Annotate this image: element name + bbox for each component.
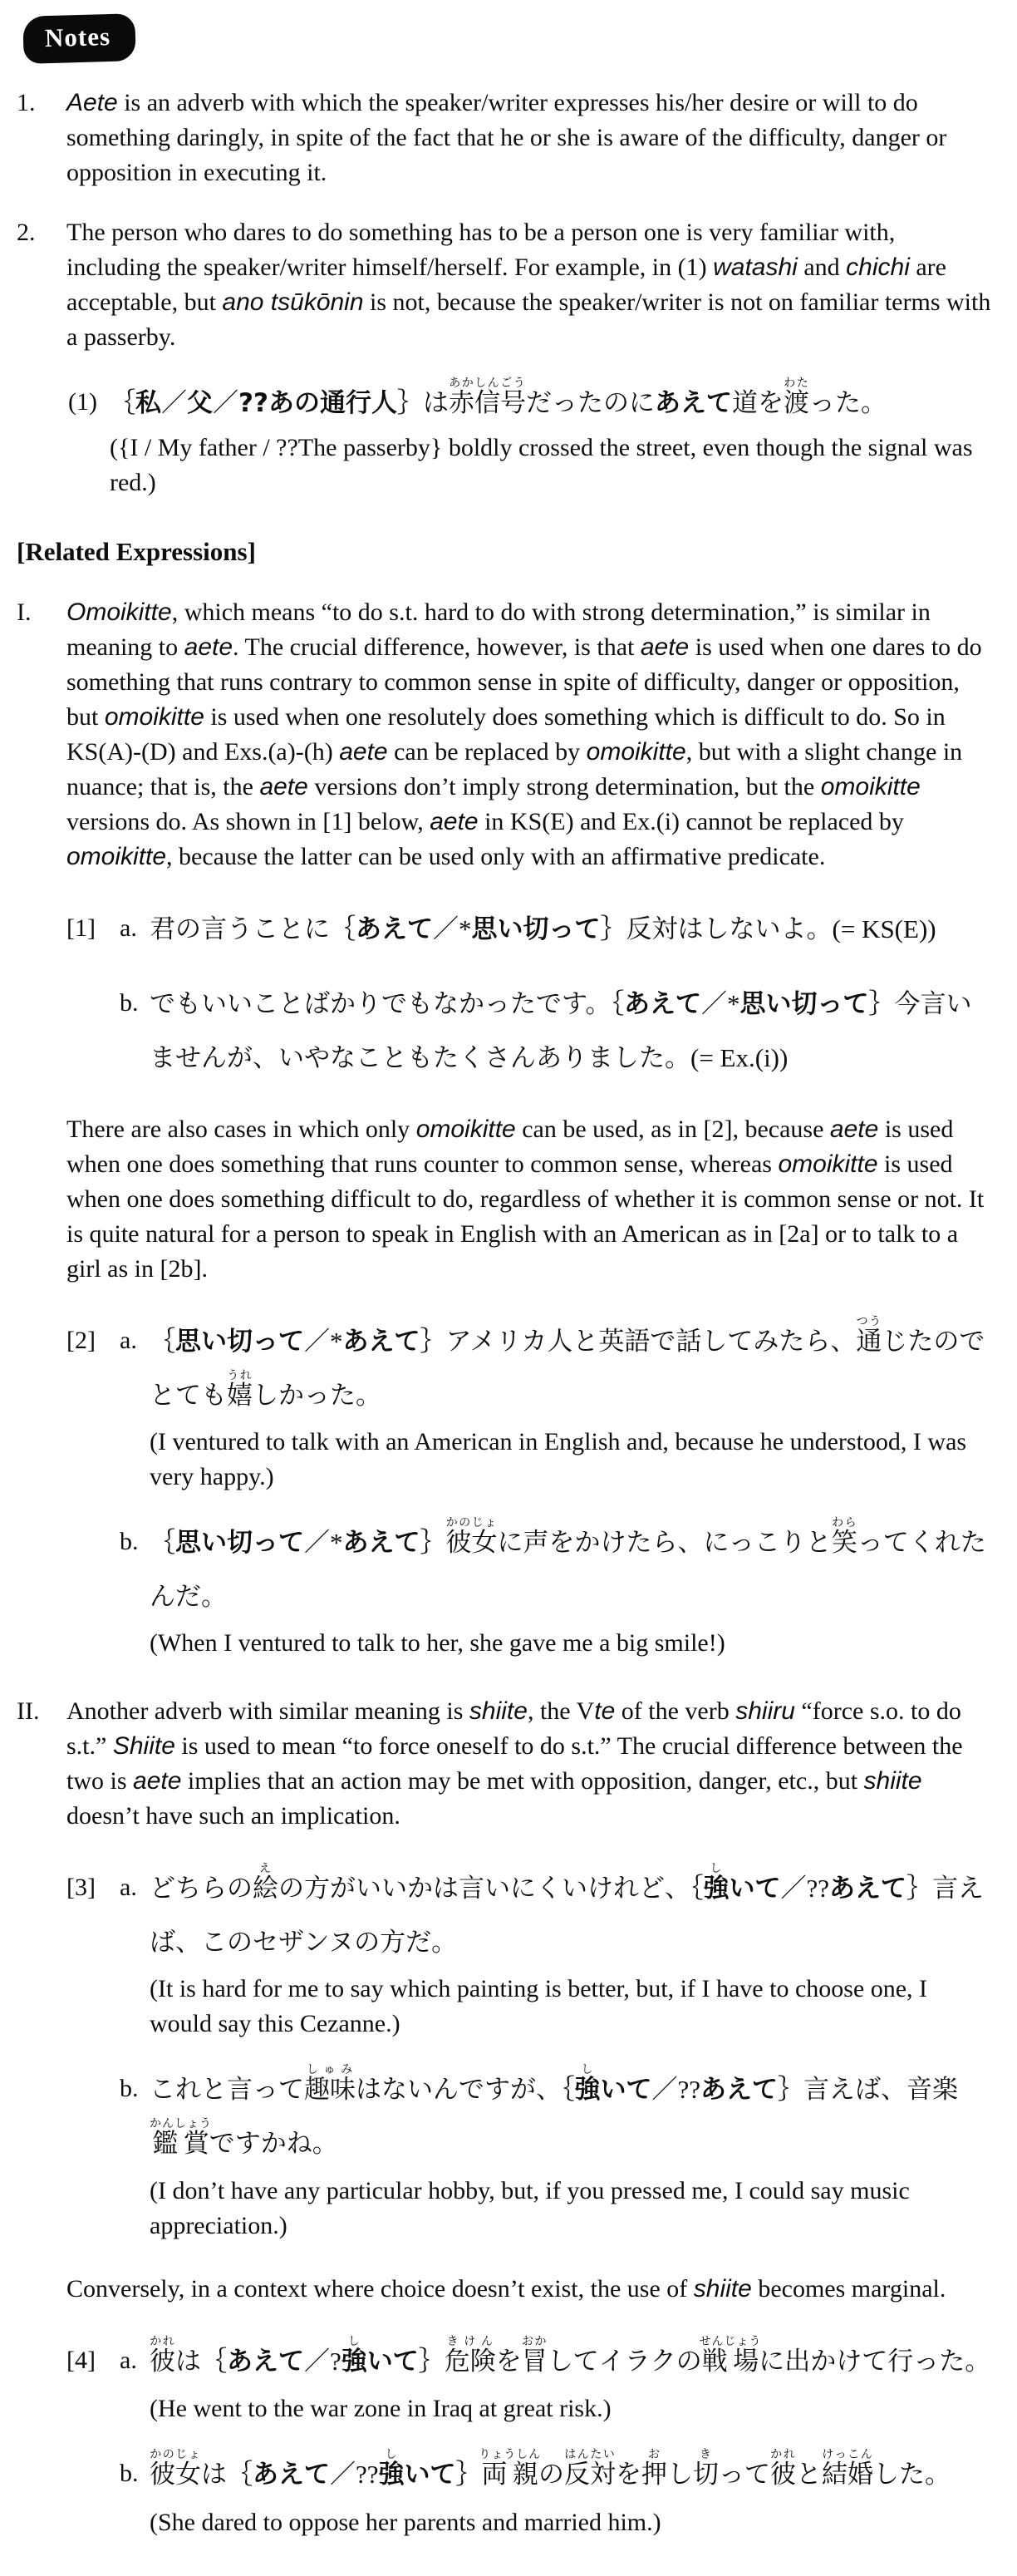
text-segment: あえて — [342, 1528, 420, 1559]
example-group-items — [120, 903, 995, 1085]
text-segment: . The crucial difference, however, is that — [233, 633, 641, 661]
text-segment: 君の言うことに｛ — [150, 914, 356, 943]
text-segment: can be used, as in [2], because — [515, 1116, 830, 1144]
example-text — [150, 1516, 995, 1661]
text-segment: あえて — [342, 1327, 420, 1357]
text-segment: 両親りょうしん — [479, 2449, 542, 2490]
text-segment: are acceptable, but — [66, 254, 946, 316]
text-segment: aete — [133, 1767, 182, 1795]
text-segment: shiite — [693, 2274, 752, 2303]
text-segment: 彼かれ — [150, 2335, 175, 2376]
text-segment: に出かけて行った。 — [759, 2346, 991, 2376]
english-translation — [150, 1626, 995, 1661]
english-translation — [110, 431, 995, 500]
text-segment: じたのでとても — [150, 1327, 985, 1410]
text-segment: ってくれたんだ。 — [150, 1528, 986, 1611]
text-segment: ／? — [304, 2346, 341, 2376]
text-segment: is used when one dares to do something that runs contrary to common sense in spite of difficulty, danger or opposition, but — [66, 633, 982, 731]
text-segment: しかった。 — [253, 1380, 381, 1410]
text-segment: だったのに — [525, 388, 655, 417]
example-group-3 — [66, 1862, 995, 2243]
text-segment: omoikitte — [778, 1150, 878, 1179]
text-segment: 絵え — [253, 1863, 278, 1904]
notes-badge-label: Notes — [44, 21, 111, 53]
text-segment: ｝ — [455, 2460, 482, 2490]
text-segment: 通つう — [856, 1316, 882, 1357]
text-segment: ??あの通行人 — [238, 388, 397, 418]
english-translation — [150, 1972, 995, 2042]
example-group-number: [4] — [66, 2346, 96, 2374]
text-segment: 思い切って — [471, 914, 601, 944]
example-text — [150, 978, 995, 1084]
example-number: (1) — [68, 388, 97, 416]
example-text — [150, 1862, 995, 2042]
text-segment: ｝アメリカ人と英語で話してみたら、 — [420, 1327, 857, 1357]
example-group-2 — [66, 1315, 995, 1661]
text-segment: 彼女かのじょ — [445, 1517, 498, 1558]
text-segment: 笑わら — [831, 1517, 857, 1558]
example-text — [150, 903, 995, 957]
text-segment: あえて — [654, 388, 732, 418]
example-item-b — [120, 978, 995, 1084]
text-segment: ／?? — [330, 2460, 379, 2490]
related-section-1 — [17, 595, 995, 1690]
japanese-sentence — [150, 2063, 995, 2170]
text-segment: ／* — [304, 1528, 343, 1558]
text-segment: , the V — [527, 1697, 595, 1726]
text-segment: あえて — [356, 914, 433, 944]
text-segment: (It is hard for me to say which painting is better, but, if I have to choose one, I would say this Cezanne.) — [150, 1975, 928, 2038]
text-segment: 彼女かのじょ — [150, 2449, 201, 2490]
japanese-sentence — [150, 1315, 995, 1421]
example-item-b — [120, 2063, 995, 2243]
text-segment: 思い切って — [739, 989, 869, 1020]
text-segment: is used when one resolutely does something which is difficult to do. So in KS(A)-(D) and Exs.(a)-(h) — [66, 702, 946, 766]
text-segment: 結婚けっこん — [822, 2449, 874, 2490]
text-segment: There are also cases in which only — [66, 1116, 416, 1144]
note-item-1 — [17, 86, 995, 190]
text-segment: した。 — [873, 2460, 951, 2490]
related-expressions-heading: [Related Expressions] — [17, 536, 256, 566]
note-item-2 — [17, 215, 995, 504]
text-segment: ／?? — [651, 2075, 701, 2105]
note-text — [66, 86, 995, 190]
text-segment: し — [667, 2460, 694, 2490]
example-group-number: [3] — [66, 1874, 96, 1902]
text-segment: omoikitte — [415, 1116, 516, 1144]
japanese-sentence — [150, 2448, 995, 2502]
example-1 — [68, 377, 995, 500]
text-segment: aete — [829, 1116, 879, 1144]
example-group-1 — [66, 903, 995, 1085]
example-letter: a. — [120, 1327, 137, 1355]
section-paragraph — [66, 1112, 995, 1287]
example-text — [150, 2063, 995, 2243]
text-segment: って — [719, 2460, 771, 2490]
text-segment: (He went to the war zone in Iraq at great risk.) — [150, 2395, 612, 2423]
text-segment: 戦場せんじょう — [699, 2335, 762, 2376]
text-segment: omoikitte — [66, 842, 167, 870]
example-letter: a. — [120, 2346, 137, 2374]
example-group-items — [120, 1862, 995, 2243]
text-segment: 渡わた — [783, 377, 809, 417]
text-segment: Shiite — [112, 1732, 175, 1761]
text-segment: “force s.o. to do s.t.” — [66, 1697, 961, 1761]
text-segment: ｝ — [418, 2346, 445, 2376]
japanese-sentence — [150, 1862, 995, 1968]
text-segment: becomes marginal. — [751, 2274, 946, 2303]
text-segment: and — [797, 254, 847, 281]
text-segment: 赤信号あかしんごう — [448, 377, 526, 417]
text-segment: 道を — [731, 388, 784, 417]
text-segment: 押お — [641, 2449, 668, 2490]
text-segment: ／* — [304, 1327, 343, 1357]
example-group-number: [2] — [66, 1327, 96, 1355]
section-numeral: II. — [17, 1697, 40, 1726]
text-segment: ｝反対はしないよ。(= KS(E)) — [600, 914, 936, 943]
text-segment: と — [796, 2460, 823, 2490]
text-segment: ／ — [213, 388, 238, 417]
example-letter: b. — [120, 989, 139, 1017]
text-segment: te — [594, 1697, 616, 1726]
example-item-a — [120, 903, 995, 957]
text-segment: あえて — [700, 2075, 779, 2106]
example-group-number: [1] — [66, 914, 96, 942]
text-segment: を — [495, 2346, 522, 2376]
text-segment: してイラクの — [547, 2346, 702, 2376]
example-letter: b. — [120, 1528, 139, 1556]
text-segment: , but with a slight change in nuance; that is, the — [66, 737, 963, 800]
text-segment: can be replaced by — [387, 737, 587, 766]
text-segment: これと言って — [150, 2075, 304, 2105]
example-text — [150, 2335, 995, 2427]
example-letter: a. — [120, 1874, 137, 1902]
text-segment: aete — [184, 633, 233, 661]
text-segment: is used when one does something difficult to do, regardless of whether it is common sense or not. It is quite natural for a person to speak in English with an American as in [2a] or to talk to a girl as in [2b]. — [66, 1150, 985, 1283]
text-segment: に声をかけたら、にっこりと — [497, 1528, 832, 1558]
text-segment: ｝は — [396, 388, 449, 417]
text-segment: 彼かれ — [770, 2449, 797, 2490]
text-segment: The person who dares to do something has to be a person one is very familiar with, including the speaker/writer himself/herself. For example, in (1) — [66, 219, 896, 281]
japanese-sentence — [150, 978, 995, 1084]
text-segment: omoikitte — [104, 702, 204, 731]
text-segment: の — [538, 2460, 565, 2490]
text-segment: 父 — [187, 388, 213, 418]
text-segment: ／ — [161, 388, 187, 417]
section-numeral: I. — [17, 598, 32, 626]
english-translation — [150, 2391, 995, 2426]
text-segment: 強し — [378, 2449, 405, 2490]
note-number: 2. — [17, 219, 36, 246]
text-segment: is not, because the speaker/writer is not on familiar terms with a passerby. — [66, 288, 991, 351]
text-segment: Another adverb with similar meaning is — [66, 1697, 469, 1726]
text-segment: ／?? — [780, 1874, 830, 1904]
text-segment: (When I ventured to talk to her, she gave me a big smile!) — [150, 1629, 725, 1657]
text-segment: chichi — [846, 254, 910, 281]
text-segment: ですかね。 — [209, 2129, 338, 2159]
english-translation — [150, 1425, 995, 1495]
text-segment: ({I / My father / ??The passerby} boldly crossed the street, even though the signal was red.) — [110, 433, 973, 496]
text-segment: 切き — [693, 2449, 720, 2490]
text-segment: ｛ — [110, 388, 135, 417]
text-segment: 強し — [341, 2335, 367, 2377]
text-segment: は｛ — [175, 2346, 227, 2376]
text-segment: いて — [366, 2346, 419, 2377]
text-segment: 趣味しゅみ — [304, 2064, 356, 2105]
text-segment: ｝言えば、このセザンヌの方だ。 — [150, 1874, 985, 1957]
text-segment: versions do. As shown in [1] below, — [66, 807, 430, 835]
note-number: 1. — [17, 89, 36, 116]
text-segment: omoikitte — [820, 772, 921, 800]
example-text — [150, 1315, 995, 1495]
example-text — [150, 2448, 995, 2540]
example-item-a — [120, 2335, 995, 2427]
text-segment: は｛ — [201, 2460, 253, 2490]
text-segment: ｝言えば、音楽 — [778, 2075, 959, 2105]
text-segment: を — [616, 2460, 642, 2490]
section-paragraph — [66, 595, 995, 874]
text-segment: あえて — [829, 1874, 907, 1904]
text-segment: った。 — [808, 388, 887, 417]
notes-badge — [22, 13, 136, 64]
english-translation — [150, 2174, 995, 2244]
text-segment: ｝ — [420, 1528, 446, 1558]
text-segment: (I don’t have any particular hobby, but, if you pressed me, I could say music appreciation.) — [150, 2176, 910, 2239]
text-segment: 危険きけん — [444, 2335, 496, 2376]
text-segment: Omoikitte — [66, 598, 172, 626]
text-segment: aete — [640, 633, 690, 661]
text-segment: 私 — [135, 388, 161, 418]
text-segment: あえて — [227, 2346, 304, 2377]
text-segment: is used to mean “to force oneself to do s.t.” The crucial difference between the two is — [66, 1732, 963, 1795]
japanese-sentence — [150, 903, 995, 957]
text-segment: shiiru — [735, 1697, 795, 1726]
text-segment: でもいいことばかりでもなかったです。｛ — [150, 989, 625, 1019]
text-segment: 思い切って — [175, 1528, 304, 1559]
text-segment: aete — [259, 772, 308, 800]
text-segment: ｝今言いませんが、いやなこともたくさんありました。(= Ex.(i)) — [150, 989, 972, 1072]
text-segment: doesn’t have such an implication. — [66, 1802, 400, 1830]
text-segment: (She dared to oppose her parents and married him.) — [150, 2508, 661, 2536]
example-item-a — [120, 1315, 995, 1495]
section-body — [66, 1694, 995, 2568]
example-body — [110, 377, 995, 500]
example-item-a — [120, 1862, 995, 2042]
example-group-4 — [66, 2335, 995, 2540]
text-segment: versions don’t imply strong determination, but the — [307, 772, 821, 800]
text-segment: Aete — [66, 89, 118, 116]
example-item-b — [120, 2448, 995, 2540]
section-body — [66, 595, 995, 1690]
text-segment: 嬉うれ — [227, 1369, 253, 1410]
related-section-2 — [17, 1694, 995, 2568]
note-text — [66, 215, 995, 504]
text-segment: ano tsūkōnin — [222, 288, 364, 316]
text-segment: omoikitte — [586, 737, 686, 766]
english-translation — [150, 2505, 995, 2540]
text-segment: 冒おか — [521, 2335, 548, 2376]
text-segment: Conversely, in a context where choice doesn’t exist, the use of — [66, 2274, 694, 2303]
text-segment: 強し — [703, 1863, 730, 1904]
text-segment: is used when one does something that runs counter to common sense, whereas — [66, 1116, 954, 1179]
text-segment: いて — [729, 1874, 781, 1904]
text-segment: はないんですが、｛ — [356, 2075, 575, 2105]
text-segment: あえて — [253, 2460, 330, 2490]
text-segment: , which means “to do s.t. hard to do with strong determination,” is similar in meaning to — [66, 598, 931, 661]
text-segment: 鑑賞かんしょう — [150, 2118, 212, 2159]
text-segment: ｛ — [150, 1327, 175, 1357]
text-segment: の方がいいかは言いにくいけれど、｛ — [278, 1874, 704, 1904]
example-item-b — [120, 1516, 995, 1661]
text-segment: implies that an action may be met with opposition, danger, etc., but — [181, 1767, 864, 1795]
text-segment: is an adverb with which the speaker/writer expresses his/her desire or will to do something daringly, in spite of the fact that he or she is aware of the difficulty, danger or opposition in executing it. — [66, 89, 947, 186]
example-letter: a. — [120, 914, 137, 942]
example-letter: b. — [120, 2075, 139, 2103]
text-segment: ／* — [701, 989, 740, 1019]
text-segment: , because the latter can be used only with an affirmative predicate. — [166, 842, 826, 870]
text-segment: 強し — [574, 2064, 601, 2106]
text-segment: どちらの — [150, 1874, 253, 1904]
japanese-sentence — [110, 377, 995, 431]
text-segment: あえて — [624, 989, 702, 1020]
text-segment: (I ventured to talk with an American in English and, because he understood, I was very happy.) — [150, 1428, 967, 1491]
text-segment: aete — [430, 807, 479, 835]
text-segment: shiite — [863, 1767, 922, 1795]
text-segment: aete — [339, 737, 388, 766]
text-segment: いて — [600, 2075, 652, 2106]
japanese-sentence — [150, 1516, 995, 1623]
text-segment: 反対はんたい — [564, 2449, 617, 2490]
text-segment: 思い切って — [175, 1327, 304, 1357]
section-paragraph — [66, 2272, 995, 2307]
text-segment: ｛ — [150, 1528, 175, 1558]
example-group-items — [120, 2335, 995, 2540]
section-paragraph — [66, 1694, 995, 1834]
text-segment: shiite — [469, 1697, 528, 1726]
note-text-paragraph — [66, 215, 995, 355]
japanese-sentence — [150, 2335, 995, 2389]
text-segment: in KS(E) and Ex.(i) cannot be replaced by — [478, 807, 904, 835]
text-segment: いて — [404, 2460, 456, 2490]
text-segment: of the verb — [615, 1697, 736, 1726]
example-letter: b. — [120, 2460, 139, 2488]
text-segment: ／* — [433, 914, 472, 943]
text-segment: watashi — [713, 254, 798, 281]
example-group-items — [120, 1315, 995, 1661]
